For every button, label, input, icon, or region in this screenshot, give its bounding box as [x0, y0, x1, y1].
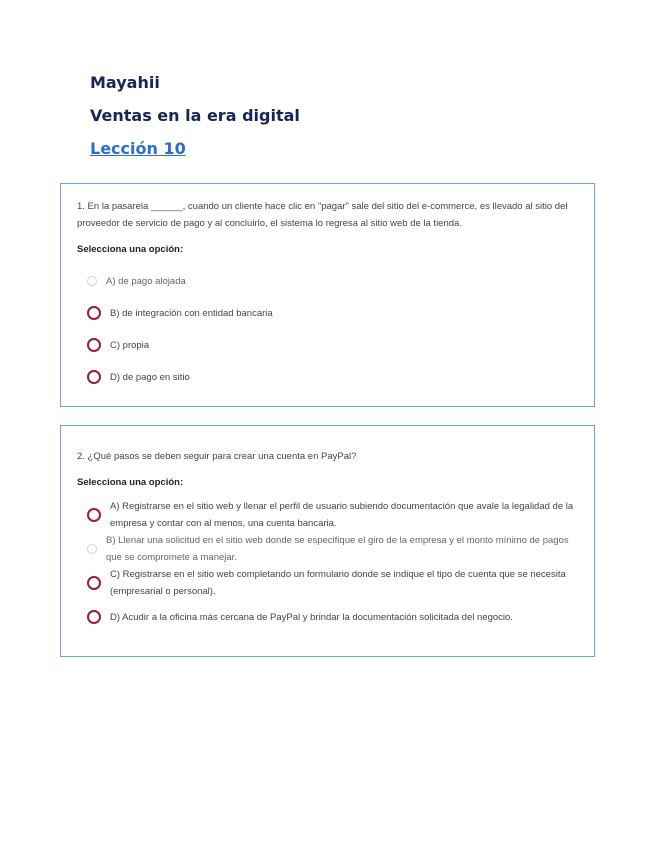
- option-b: [77, 532, 578, 566]
- option-d[interactable]: [77, 361, 578, 393]
- option-c[interactable]: [77, 566, 578, 600]
- option-a[interactable]: [77, 498, 578, 532]
- option-d[interactable]: [77, 600, 578, 634]
- question-text: 2. ¿Qué pasos se deben seguir para crear una cuenta en PayPal?: [77, 451, 357, 462]
- option-label: D) de pago en sitio: [110, 371, 190, 383]
- option-label: A) de pago alojada: [106, 275, 186, 287]
- radio-icon[interactable]: [87, 576, 101, 590]
- course-title: Ventas en la era digital: [90, 106, 300, 125]
- question-text: 1. En la pasarela ______, cuando un cliente hace clic en "pagar" sale del sitio del e-commerce, es llevado al sitio del proveedor de servicio de pago y al concluirlo, el sistema lo regresa al sitio web de la tienda.: [77, 201, 568, 229]
- question-card-2: [60, 425, 595, 657]
- lesson-link[interactable]: Lección 10: [90, 139, 186, 158]
- option-c[interactable]: [77, 329, 578, 361]
- radio-icon[interactable]: [87, 338, 101, 352]
- select-prompt: Selecciona una opción:: [77, 477, 184, 488]
- option-label: B) de integración con entidad bancaria: [110, 307, 273, 319]
- option-a: [77, 265, 578, 297]
- question-card-1: [60, 183, 595, 407]
- page-header: [90, 74, 300, 159]
- radio-icon[interactable]: [87, 508, 101, 522]
- option-label: D) Acudir a la oficina más cercana de PayPal y brindar la documentación solicitada del negocio.: [110, 611, 513, 623]
- radio-disabled-icon: [87, 544, 97, 554]
- option-label: C) propia: [110, 339, 150, 351]
- select-prompt: Selecciona una opción:: [77, 244, 184, 255]
- radio-disabled-icon: [87, 276, 97, 286]
- radio-icon[interactable]: [87, 370, 101, 384]
- brand-title: Mayahii: [90, 73, 160, 92]
- radio-icon[interactable]: [87, 306, 101, 320]
- option-label: C) Registrarse en el sitio web completando un formulario donde se indique el tipo de cuenta que se necesita (empresarial o personal).: [110, 569, 566, 597]
- option-label: A) Registrarse en el sitio web y llenar el perfil de usuario subiendo documentación que avale la legalidad de la empresa y contar con al menos, una cuenta bancaria.: [110, 501, 574, 529]
- option-label: B) Llenar una solicitud en el sitio web donde se especifique el giro de la empresa y el monto mínimo de pagos que se compromete a manejar.: [106, 535, 569, 563]
- option-b[interactable]: [77, 297, 578, 329]
- radio-icon[interactable]: [87, 610, 101, 624]
